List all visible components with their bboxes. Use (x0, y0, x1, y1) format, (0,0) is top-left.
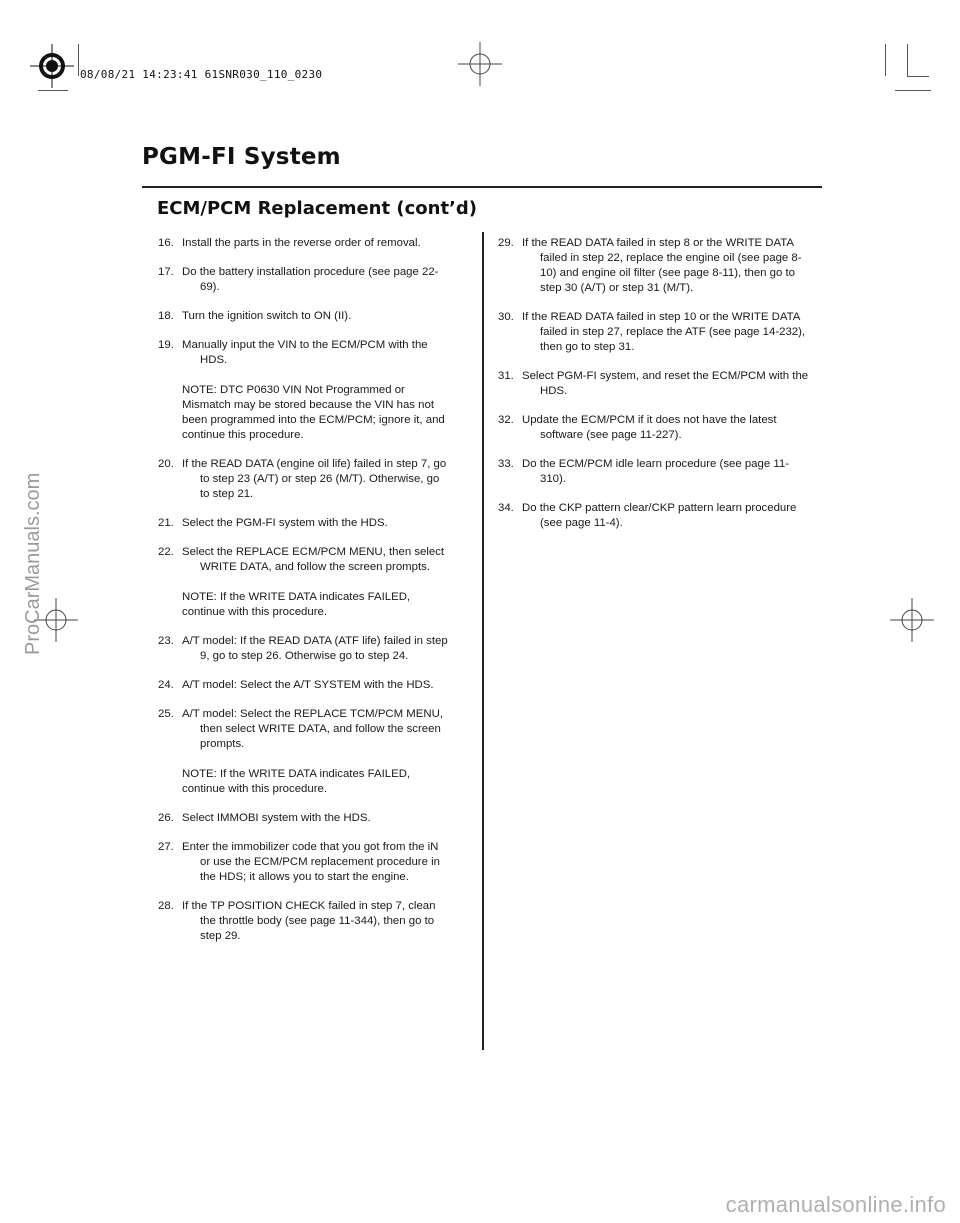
step-number: 23. (158, 635, 174, 647)
step-number: 26. (158, 812, 174, 824)
step-text: A/T model: Select the REPLACE TCM/PCM MENU, then select WRITE DATA, and follow the screen prompts. (182, 708, 444, 750)
procedure-step (158, 545, 448, 620)
step-number: 24. (158, 679, 174, 691)
right-column (498, 236, 810, 545)
step-number: 33. (498, 458, 514, 470)
step-text: If the READ DATA failed in step 8 or the WRITE DATA failed in step 22, replace the engine oil (see page 8-10) and engine oil filter (see page 8-11), then go to step 30 (A/T) or step 31 (M/T). (522, 237, 802, 294)
step-text: Enter the immobilizer code that you got from the iN or use the ECM/PCM replacement procedure in the HDS; it allows you to start the engine. (182, 841, 440, 883)
side-watermark: ProCarManuals.com (22, 472, 44, 655)
procedure-step (158, 811, 448, 826)
title-rule (142, 186, 822, 188)
registration-crosshair-icon (890, 598, 934, 642)
step-text: Select the PGM-FI system with the HDS. (182, 517, 388, 529)
procedure-step (158, 678, 448, 693)
step-text: Select PGM-FI system, and reset the ECM/PCM with the HDS. (522, 370, 809, 397)
step-text: Update the ECM/PCM if it does not have the latest software (see page 11-227). (522, 414, 777, 441)
step-number: 28. (158, 900, 174, 912)
crop-mark (38, 90, 68, 91)
step-number: 30. (498, 311, 514, 323)
step-number: 25. (158, 708, 174, 720)
bottom-watermark: carmanualsonline.info (725, 1192, 946, 1217)
step-number: 17. (158, 266, 174, 278)
crop-mark (885, 44, 886, 76)
step-number: 16. (158, 237, 174, 249)
print-stamp: 08/08/21 14:23:41 61SNR030_110_0230 (80, 68, 323, 81)
column-divider (482, 232, 484, 1050)
step-note: NOTE: If the WRITE DATA indicates FAILED, continue with this procedure. (182, 591, 411, 618)
step-number: 32. (498, 414, 514, 426)
procedure-step (158, 457, 448, 502)
procedure-step (498, 236, 810, 296)
step-text: Select the REPLACE ECM/PCM MENU, then select WRITE DATA, and follow the screen prompts. (182, 546, 445, 573)
step-text: Turn the ignition switch to ON (II). (182, 310, 352, 322)
crop-mark (78, 44, 79, 76)
procedure-step (498, 369, 810, 399)
procedure-step (158, 707, 448, 797)
procedure-step (158, 516, 448, 531)
step-number: 31. (498, 370, 514, 382)
step-number: 18. (158, 310, 174, 322)
step-text: A/T model: Select the A/T SYSTEM with the HDS. (182, 679, 434, 691)
step-text: Do the ECM/PCM idle learn procedure (see page 11-310). (522, 458, 789, 485)
step-number: 34. (498, 502, 514, 514)
step-text: Select IMMOBI system with the HDS. (182, 812, 371, 824)
step-text: A/T model: If the READ DATA (ATF life) failed in step 9, go to step 26. Otherwise go to step 24. (182, 635, 448, 662)
procedure-step (498, 310, 810, 355)
procedure-step (158, 899, 448, 944)
registration-target-icon (30, 44, 74, 88)
step-text: If the READ DATA (engine oil life) failed in step 7, go to step 23 (A/T) or step 26 (M/T). Otherwise, go to step 21. (182, 458, 447, 500)
crop-mark (895, 90, 931, 91)
step-text: Do the battery installation procedure (see page 22-69). (182, 266, 439, 293)
step-text: If the READ DATA failed in step 10 or the WRITE DATA failed in step 27, replace the ATF (see page 14-232), then go to step 31. (522, 311, 806, 353)
step-text: Manually input the VIN to the ECM/PCM with the HDS. (182, 339, 428, 366)
procedure-step (158, 265, 448, 295)
procedure-step (158, 338, 448, 443)
step-number: 21. (158, 517, 174, 529)
step-number: 22. (158, 546, 174, 558)
procedure-step (158, 309, 448, 324)
step-text: If the TP POSITION CHECK failed in step 7, clean the throttle body (see page 11-344), then go to step 29. (182, 900, 436, 942)
procedure-step (498, 457, 810, 487)
procedure-step (498, 413, 810, 443)
crop-mark (907, 76, 929, 77)
procedure-step (158, 236, 448, 251)
procedure-step (498, 501, 810, 531)
page-title: PGM-FI System (142, 144, 341, 170)
step-number: 19. (158, 339, 174, 351)
step-note: NOTE: DTC P0630 VIN Not Programmed or Mismatch may be stored because the VIN has not been programmed into the ECM/PCM; ignore it, and continue this procedure. (182, 384, 445, 441)
registration-crosshair-icon (458, 42, 502, 86)
step-number: 27. (158, 841, 174, 853)
step-text: Install the parts in the reverse order of removal. (182, 237, 421, 249)
crop-mark (907, 44, 908, 76)
step-text: Do the CKP pattern clear/CKP pattern learn procedure (see page 11-4). (522, 502, 797, 529)
left-column (158, 236, 448, 958)
section-subtitle: ECM/PCM Replacement (cont’d) (157, 198, 478, 219)
procedure-step (158, 840, 448, 885)
step-note: NOTE: If the WRITE DATA indicates FAILED, continue with this procedure. (182, 768, 411, 795)
step-number: 29. (498, 237, 514, 249)
step-number: 20. (158, 458, 174, 470)
procedure-step (158, 634, 448, 664)
